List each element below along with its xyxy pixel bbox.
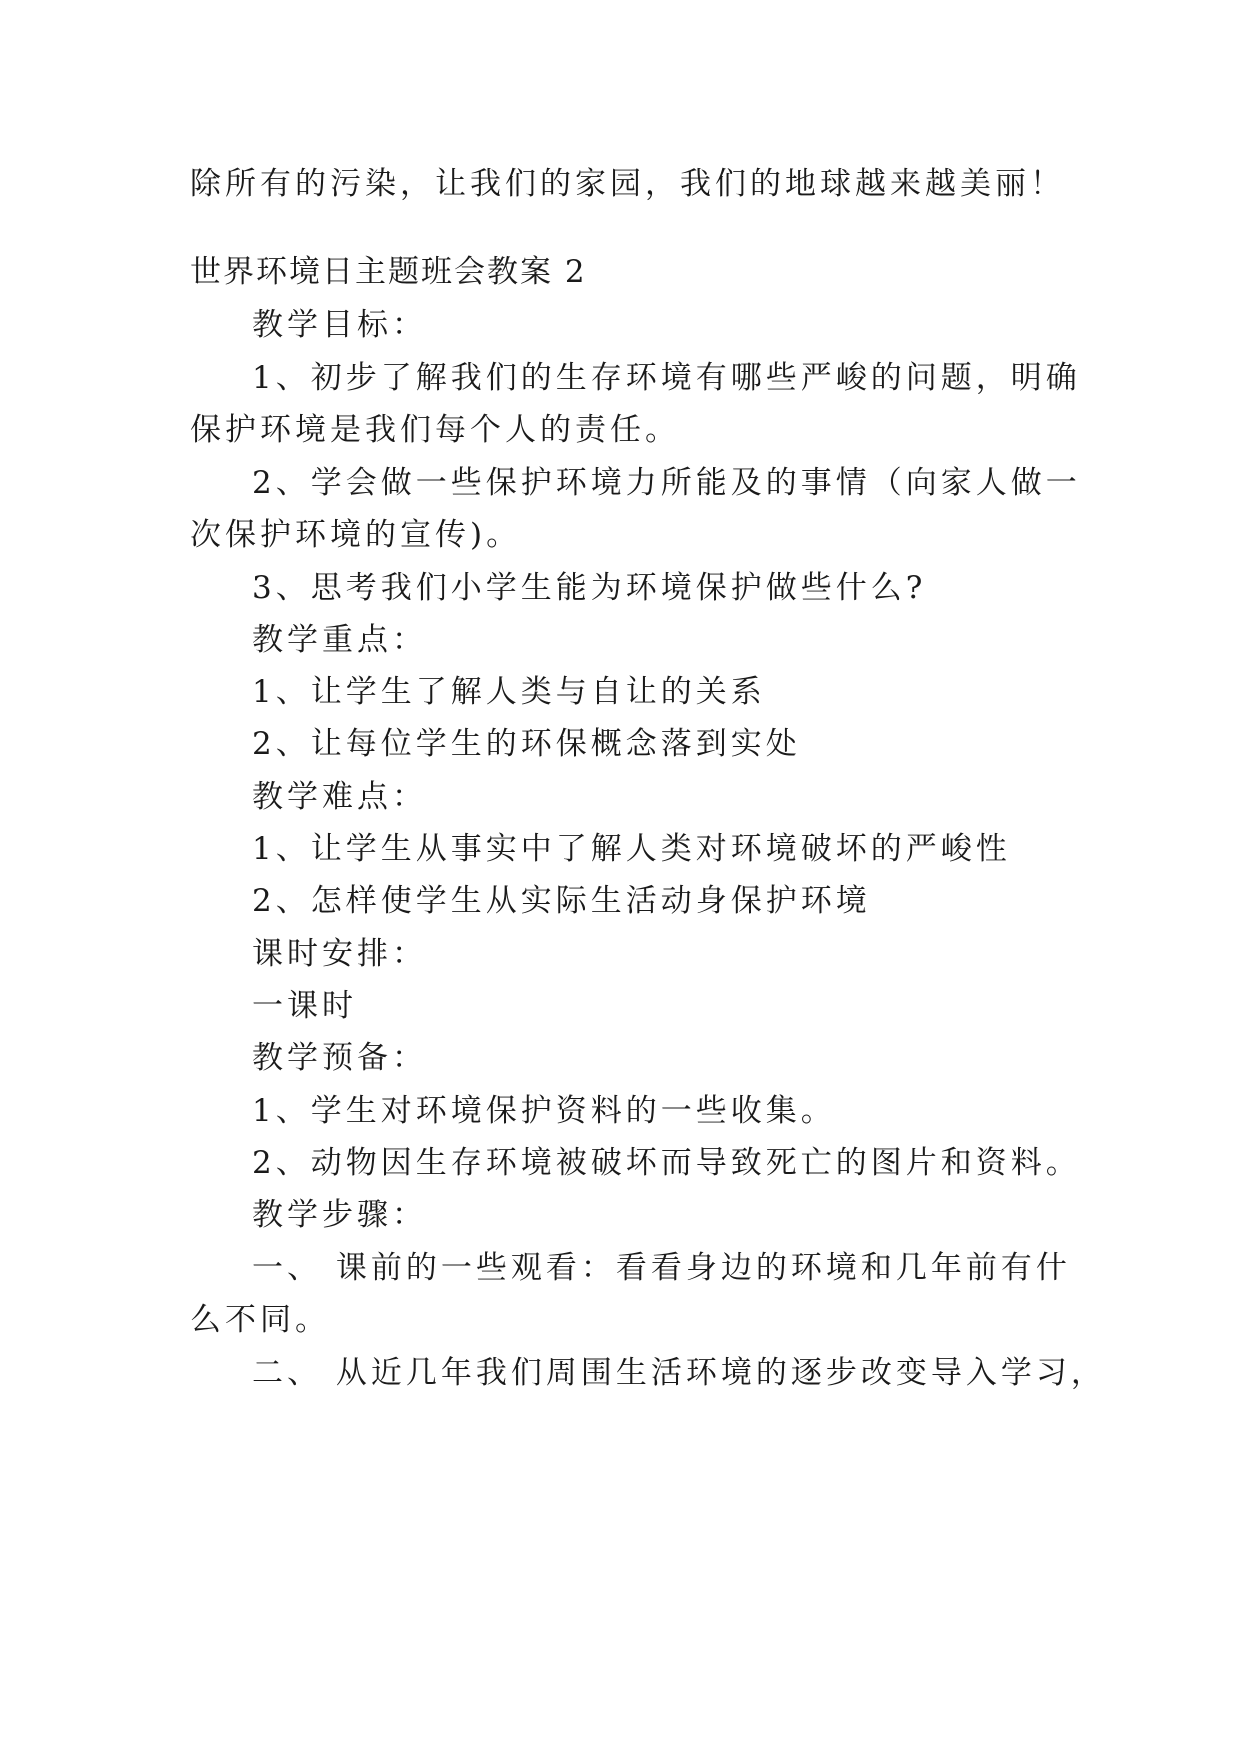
heading-steps: 教学步骤： <box>252 1197 427 1233</box>
preparation-1: 1、学生对环境保护资料的一些收集。 <box>252 1093 836 1129</box>
heading-schedule: 课时安排： <box>252 936 427 972</box>
key-point-1: 1、让学生了解人类与自让的关系 <box>252 674 766 710</box>
step-2: 二、 从近几年我们周围生活环境的逐步改变导入学习， <box>252 1355 1106 1391</box>
heading-difficulties: 教学难点： <box>252 779 427 815</box>
difficulty-2: 2、怎样使学生从实际生活动身保护环境 <box>252 883 871 919</box>
key-point-2: 2、让每位学生的环保概念落到实处 <box>252 726 801 762</box>
heading-preparation: 教学预备： <box>252 1040 427 1076</box>
goal-item-1-continued: 保护环境是我们每个人的责任。 <box>190 412 680 448</box>
difficulty-1: 1、让学生从事实中了解人类对环境破坏的严峻性 <box>252 831 1011 867</box>
step-1: 一、 课前的一些观看：看看身边的环境和几年前有什 <box>252 1250 1071 1286</box>
section-title: 世界环境日主题班会教案 2 <box>190 254 587 290</box>
paragraph-line: 除所有的污染，让我们的家园，我们的地球越来越美丽！ <box>190 166 1065 202</box>
preparation-2: 2、动物因生存环境被破坏而导致死亡的图片和资料。 <box>252 1145 1081 1181</box>
schedule-value: 一课时 <box>252 988 357 1024</box>
goal-item-2: 2、学会做一些保护环境力所能及的事情（向家人做一 <box>252 465 1081 501</box>
heading-teaching-goals: 教学目标： <box>252 307 427 343</box>
goal-item-1: 1、初步了解我们的生存环境有哪些严峻的问题，明确 <box>252 360 1081 396</box>
heading-key-points: 教学重点： <box>252 622 427 658</box>
goal-item-2-continued: 次保护环境的宣传)。 <box>190 517 522 553</box>
step-1-continued: 么不同。 <box>190 1302 330 1338</box>
goal-item-3: 3、思考我们小学生能为环境保护做些什么? <box>252 570 927 606</box>
